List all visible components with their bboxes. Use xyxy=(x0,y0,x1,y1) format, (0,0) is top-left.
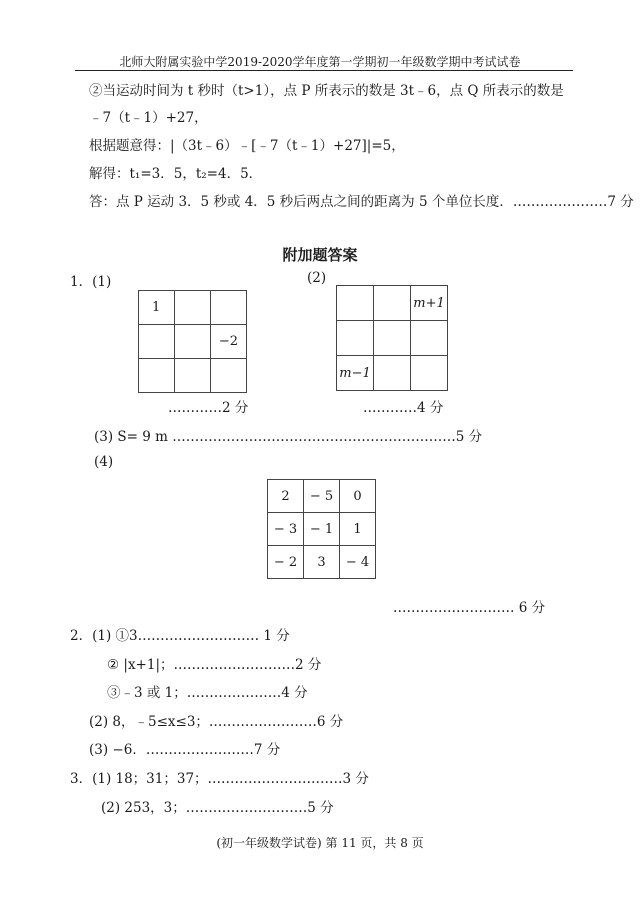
grid4-cell: 0 xyxy=(340,480,376,513)
exam-header: 北师大附属实验中学2019-2020学年度第一学期初一年级数学期中考试试卷 xyxy=(119,55,521,69)
grid1-cell xyxy=(211,291,247,325)
grid4-cell: 2 xyxy=(268,480,304,513)
grid1-cell xyxy=(175,359,211,393)
q1-part4-label: (4) xyxy=(94,454,114,470)
grid2-cell xyxy=(374,321,411,356)
q1-part3: (3) S= 9 m ………………………………………………………5 分 xyxy=(94,429,483,445)
grid4-cell: − 5 xyxy=(304,480,340,513)
section-title: 附加题答案 xyxy=(282,246,358,264)
grid2-cell xyxy=(337,286,374,321)
grid1-cell xyxy=(211,359,247,393)
grid4-cell: 1 xyxy=(340,513,376,546)
grid4-cell: − 2 xyxy=(268,546,304,579)
grid2-cell xyxy=(411,356,448,391)
page-footer: (初一年级数学试卷) 第 11 页，共 8 页 xyxy=(216,836,424,850)
grid1-cell xyxy=(139,359,175,393)
q3-line-1: 3．(1) 18；31；37；…………………………3 分 xyxy=(70,771,369,787)
grid1-cell xyxy=(175,325,211,359)
grid2-cell xyxy=(374,286,411,321)
grid-part2 xyxy=(336,285,448,391)
grid-part1 xyxy=(138,290,247,393)
q2-line-1: 2．(1) ①3……………………… 1 分 xyxy=(70,628,290,644)
grid1-cell xyxy=(175,291,211,325)
grid1-cell: −2 xyxy=(211,325,247,359)
prev-answer-line: 答：点 P 运动 3．5 秒或 4．5 秒后两点之间的距离为 5 个单位长度．…………………7 分 xyxy=(89,194,634,210)
grid2-cell xyxy=(374,356,411,391)
prev-line-3: 根据题意得：|（3t﹣6）﹣[﹣7（t﹣1）+27]|=5， xyxy=(89,138,405,154)
grid2-cell: m+1 xyxy=(411,286,448,321)
header-divider xyxy=(75,70,573,71)
q2-line-3: ③﹣3 或 1；…………………4 分 xyxy=(107,685,308,701)
grid4-cell: 3 xyxy=(304,546,340,579)
grid4-cell: − 3 xyxy=(268,513,304,546)
q2-line-4: (2) 8，﹣5≤x≤3；……………………6 分 xyxy=(89,714,344,730)
prev-line-2: ﹣7（t﹣1）+27， xyxy=(89,110,208,126)
prev-line-1: ②当运动时间为 t 秒时（t>1），点 P 所表示的数是 3t﹣6，点 Q 所表示的数是 xyxy=(89,83,564,99)
prev-line-4: 解得：t₁=3．5，t₂=4．5． xyxy=(89,166,263,182)
grid2-cell: m−1 xyxy=(337,356,374,391)
q1-score-part4: ……………………… 6 分 xyxy=(393,600,546,616)
q1-label-part2: (2) xyxy=(307,270,327,286)
grid4-cell: − 1 xyxy=(304,513,340,546)
grid4-cell: − 4 xyxy=(340,546,376,579)
q2-line-5: (3) −6．……………………7 分 xyxy=(89,742,281,758)
q1-label-part1: 1．(1) xyxy=(70,274,112,290)
q3-line-2: (2) 253，3；………………………5 分 xyxy=(101,800,334,816)
q1-score-part2: …………4 分 xyxy=(363,400,444,416)
grid1-cell: 1 xyxy=(139,291,175,325)
grid2-cell xyxy=(337,321,374,356)
q2-line-2: ② |x+1|；………………………2 分 xyxy=(107,657,322,673)
grid-part4 xyxy=(267,479,376,579)
grid2-cell xyxy=(411,321,448,356)
q1-score-part1: …………2 分 xyxy=(168,400,249,416)
grid1-cell xyxy=(139,325,175,359)
